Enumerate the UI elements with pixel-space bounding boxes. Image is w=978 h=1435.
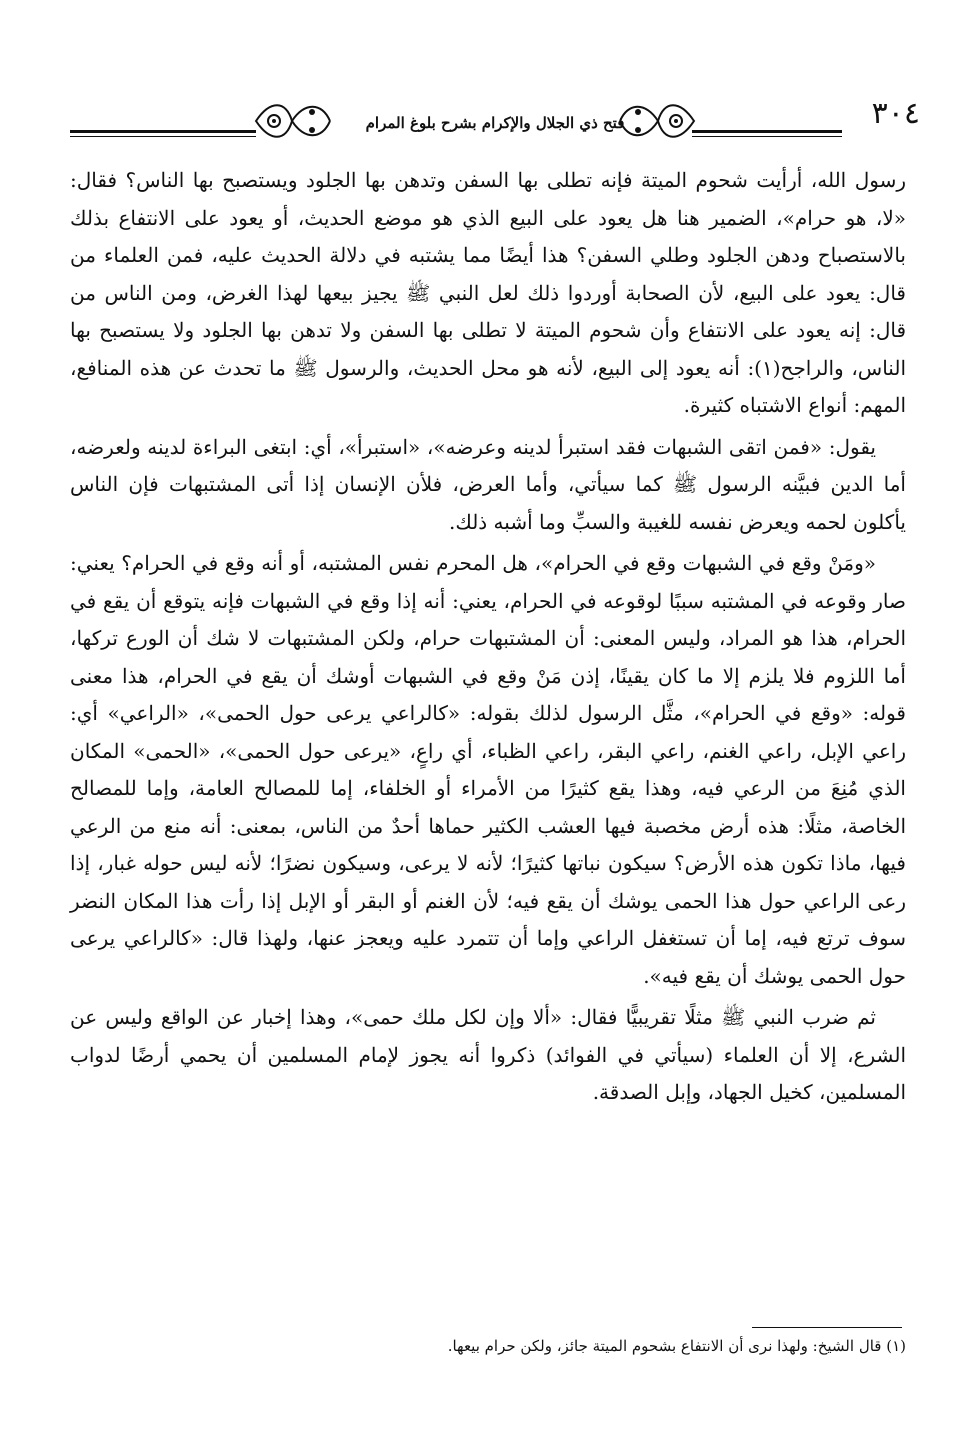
footnote: (١) قال الشيخ: ولهذا نرى أن الانتفاع بشحوم الميتة جائز، ولكن حرام بيعها. — [447, 1337, 906, 1355]
arabesque-ornament-icon — [252, 94, 332, 148]
paragraph: «ومَنْ وقع في الشبهات وقع في الحرام»، هل المحرم نفس المشتبه، أو أنه وقع في الحرام؟ يعني: صار وقوعه في المشتبه سببًا لوقوعه في الحرام، يعني: أنه إذا وقع في الشبهات فإنه يتوقع أن يقع في الحرام، هذا هو المراد، وليس المعنى: أن المشتبهات حرام، ولكن المشتبهات لا شك أن الورع تركها، أما اللزوم فلا يلزم إلا ما كان يقينًا، إذن مَنْ وقع في الشبهات أوشك أن يقع في الحرام، هذا معنى قوله: «وقع في الحرام»، مثَّل الرسول لذلك بقوله: «كالراعي يرعى حول الحمى»، «الراعي» أي: راعي الإبل، راعي الغنم، راعي البقر، راعي الظباء، أي راعٍ، «يرعى حول الحمى»، «الحمى» المكان الذي مُنِعَ من الرعي فيه، وهذا يقع كثيرًا من الأمراء أو الخلفاء، إما للمصالح العامة، وإما للمصالح الخاصة، مثلًا: هذه أرض مخصبة فيها العشب الكثير حماها أحدٌ من الناس، بمعنى: أنه منع من الرعي فيها، ماذا تكون هذه الأرض؟ سيكون نباتها كثيرًا؛ لأنه لا يرعى، وسيكون نضرًا؛ لأنه ليس حوله غبار، إذا رعى الراعي حول هذا الحمى يوشك أن يقع فيه؛ لأن الغنم أو البقر أو الإبل إذا رأت هذا المكان النضر سوف ترتع فيه، إما أن تستغفل الراعي وإما أن تتمرد عليه ويعجز عنها، ولهذا قال: «كالراعي يرعى حول الحمى يوشك أن يقع فيه». — [70, 551, 907, 988]
header-rule-right — [692, 130, 842, 133]
arabesque-ornament-icon — [618, 94, 698, 148]
header-rule-right-thin — [692, 136, 842, 137]
paragraph: يقول: «فمن اتقى الشبهات فقد استبرأ لدينه وعرضه»، «استبرأ»، أي: ابتغى البراءة لدينه ولعرضه، أما الدين فبيَّنه الرسول ﷺ كما سيأتي، وأما العرض، فلأن الإنسان إذا أتى المشتبهات فإن الناس يأكلون لحمه ويعرض نفسه للغيبة والسبِّ وما أشبه ذلك. — [70, 434, 906, 534]
page-header — [70, 92, 920, 150]
paragraph: رسول الله، أرأيت شحوم الميتة فإنه تطلى بها السفن وتدهن بها الجلود ويستصبح بها الناس؟ فقال: «لا، هو حرام»، الضمير هنا هل يعود على البيع الذي هو موضع الحديث، أو يعود على الانتفاع بذلك بالاستصباح ودهن الجلود وطلي السفن؟ هذا أيضًا مما يشتبه في دلالة الحديث عليه، فمن العلماء من قال: يعود على البيع، لأن الصحابة أوردوا ذلك لعل النبي ﷺ يجيز بيعها لهذا الغرض، ومن الناس من قال: إنه يعود على الانتفاع وأن شحوم الميتة لا تطلى بها السفن ولا تدهن بها الجلود ولا يستصبح بها الناس، والراجح(١): أنه يعود إلى البيع، لأنه هو محل الحديث، والرسول ﷺ ما تحدث عن هذه المنافع، المهم: أنواع الاشتباه كثيرة. — [70, 168, 906, 417]
footnote-divider — [752, 1327, 902, 1328]
header-rule-left — [70, 130, 256, 133]
page-number: ٣٠٤ — [871, 96, 920, 131]
header-rule-left-thin — [70, 136, 256, 137]
book-title: فتح ذي الجلال والإكرام بشرح بلوغ المرام — [365, 114, 625, 132]
paragraph: ثم ضرب النبي ﷺ مثلًا تقريبيًّا فقال: «ألا وإن لكل ملك حمى»، وهذا إخبار عن الواقع وليس عن الشرع، إلا أن العلماء (سيأتي في الفوائد) ذكروا أنه يجوز لإمام المسلمين أن يحمي أرضًا لدواب المسلمين، كخيل الجهاد، وإبل الصدقة. — [70, 1005, 906, 1104]
main-text — [70, 162, 906, 1116]
